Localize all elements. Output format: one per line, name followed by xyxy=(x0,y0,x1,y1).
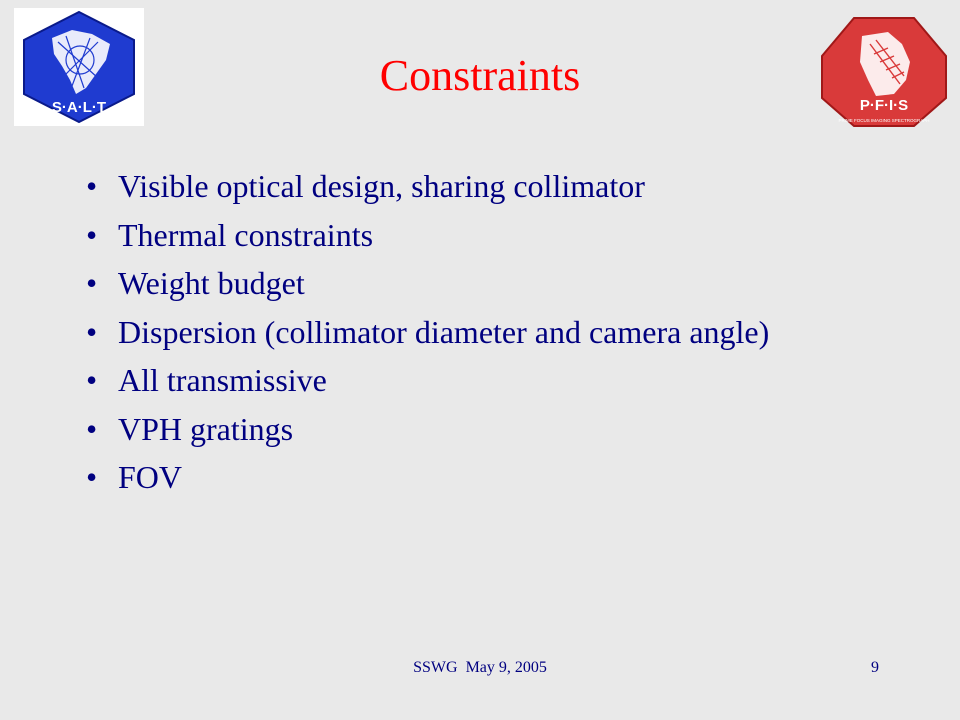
bullet-item xyxy=(86,356,769,405)
bullet-item xyxy=(86,162,769,211)
bullet-item xyxy=(86,308,769,357)
bullet-glyph: • xyxy=(86,168,98,204)
bullet-text: FOV xyxy=(118,459,183,495)
bullet-glyph: • xyxy=(86,459,98,495)
bullet-text: Visible optical design, sharing collimator xyxy=(118,168,645,204)
bullet-item xyxy=(86,453,769,502)
bullet-list xyxy=(86,162,769,502)
salt-logo-text: S·A·L·T xyxy=(51,99,107,116)
bullet-item xyxy=(86,259,769,308)
bullet-glyph: • xyxy=(86,410,98,447)
bullet-glyph: • xyxy=(86,265,98,301)
bullet-item xyxy=(86,211,769,260)
pfis-logo-subtext: PRIME FOCUS IMAGING SPECTROGRAPH xyxy=(838,118,930,123)
bullet-item xyxy=(86,405,769,454)
bullet-glyph: • xyxy=(86,216,98,253)
pfis-logo-text: P·F·I·S xyxy=(859,97,909,114)
bullet-glyph: • xyxy=(86,362,98,398)
bullet-glyph: • xyxy=(86,313,98,350)
bullet-text: Dispersion (collimator diameter and camera angle) xyxy=(118,313,770,350)
bullet-text: All transmissive xyxy=(118,362,327,398)
bullet-text: VPH gratings xyxy=(118,410,294,447)
slide-title: Constraints xyxy=(379,51,581,100)
bullet-text: Thermal constraints xyxy=(118,216,374,253)
footer-text: SSWG May 9, 2005 xyxy=(413,659,547,676)
page-number: 9 xyxy=(871,659,879,676)
bullet-text: Weight budget xyxy=(118,265,305,301)
